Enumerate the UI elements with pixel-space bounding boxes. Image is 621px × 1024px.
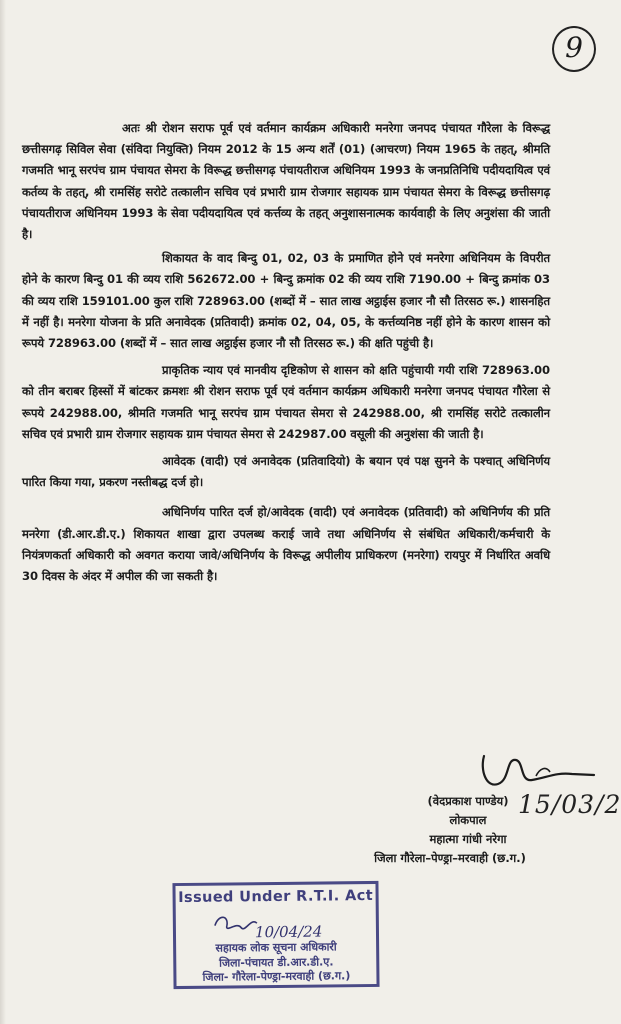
- signature-date: 15/03/2: [518, 790, 621, 819]
- stamp-date-text: 10/04/24: [254, 922, 323, 942]
- stamp-office: सहायक लोक सूचना अधिकारी: [215, 940, 337, 955]
- stamp-title: Issued Under R.T.I. Act: [178, 887, 374, 907]
- paragraph-financial-loss: शिकायत के वाद बिन्दु 01, 02, 03 के प्रमाणित होने एवं मनरेगा अधिनियम के विपरीत होने के कारण बिन्दु 01 की व्यय राशि 562672.00 + बिन्दु क्रमांक 02 की व्यय राशि 7190.00 + बिन्दु क्रमांक 03 की व्यय राशि 159101.00 कुल राशि 728963.00 (शब्दों में – सात लाख अट्ठाईस हजार नौ सौ तिरसठ रू.) शासनहित में नहीं है। मनरेगा योजना के प्रति अनावेदक (प्रतिवादी) क्रमांक 02, 04, 05, के कर्त्तव्यनिष्ठ नहीं होने के कारण शासन को रूपये 728963.00 (शब्दों में – सात लाख अट्ठाईस हजार नौ सौ तिरसठ रू.) की क्षति पहुंची है।: [22, 251, 550, 351]
- signatory-name: (वेदप्रकाश पाण्डेय): [427, 794, 509, 808]
- signatory-scheme: महात्मा गांधी नरेगा: [429, 832, 507, 846]
- stamp-district: जिला- गौरेला-पेण्ड्रा-मरवाही (छ.ग.): [202, 969, 351, 984]
- handwritten-signature: [476, 750, 596, 795]
- paragraph-recommendation: अतः श्री रोशन सराफ पूर्व एवं वर्तमान कार्यक्रम अधिकारी मनरेगा जनपद पंचायत गौरेला के विरूद्ध छत्तीसगढ़ सिविल सेवा (संविदा नियुक्ति) नियम 2012 के 15 अन्य शर्तें (01) (आचरण) नियम 1965 के तहत्, श्रीमति गजमति भानू सरपंच ग्राम पंचायत सेमरा के विरूद्ध छत्तीसगढ़ पंचायतीराज अधिनियम 1993 के जनप्रतिनिधि पदीयदायित्व एवं कर्तव्य के तहत्, श्री रामसिंह सरोटे तत्कालीन सचिव एवं प्रभारी ग्राम रोजगार सहायक ग्राम पंचायत सेमरा के विरूद्ध छत्तीसगढ़ पंचायतीराज अधिनियम 1993 के सेवा पदीयदायित्व एवं कर्त्तव्य के तहत् अनुशासनात्मक कार्यवाही के लिए अनुशंसा की जाती है।: [22, 121, 550, 242]
- page-number-circle: 9: [552, 26, 596, 72]
- page-edge-shadow: [0, 0, 6, 1024]
- paragraph-recovery: प्राकृतिक न्याय एवं मानवीय दृष्टिकोण से शासन को क्षति पहुंचायी गयी राशि 728963.00 को तीन बराबर हिस्सों में बांटकर क्रमशः श्री रोशन सराफ पूर्व एवं वर्तमान कार्यक्रम अधिकारी मनरेगा जनपद पंचायत गौरेला से रूपये 242988.00, श्रीमति गजमति भानू सरपंच ग्राम पंचायत सेमरा से 242988.00, श्री रामसिंह सरोटे तत्कालीन सचिव एवं प्रभारी ग्राम रोजगार सहायक ग्राम पंचायत सेमरा से 242987.00 वसूली की अनुशंसा की जाती है।: [22, 363, 550, 441]
- document-body: [22, 118, 550, 587]
- paragraph-decision: आवेदक (वादी) एवं अनावेदक (प्रतिवादियो) के बयान एवं पक्ष सुनने के पश्चात् अधिनिर्णय पारित किया गया, प्रकरण नस्तीबद्ध दर्ज हो।: [22, 454, 550, 490]
- signatory-block: [368, 792, 568, 868]
- rti-stamp: [172, 881, 379, 989]
- signatory-designation: लोकपाल: [449, 813, 487, 827]
- signatory-district: जिला गौरेला–पेण्ड्रा–मरवाही (छ.ग.): [374, 851, 526, 865]
- paragraph-appeal: अधिनिर्णय पारित दर्ज हो/आवेदक (वादी) एवं अनावेदक (प्रतिवादी) को अधिनिर्णय की प्रति मनरेगा (डी.आर.डी.ए.) शिकायत शाखा द्वारा उपलब्ध कराई जावे तथा अधिनिर्णय से संबंधित अधिकारी/कर्मचारी के नियंत्रणकर्ता अधिकारी को अवगत कराया जावे/अधिनिर्णय के विरूद्ध अपीलीय प्राधिकरण (मनरेगा) रायपुर में निर्धारित अवधि 30 दिवस के अंदर में अपील की जा सकती है।: [22, 505, 550, 584]
- stamp-department: जिला-पंचायत डी.आर.डी.ए.: [218, 955, 334, 970]
